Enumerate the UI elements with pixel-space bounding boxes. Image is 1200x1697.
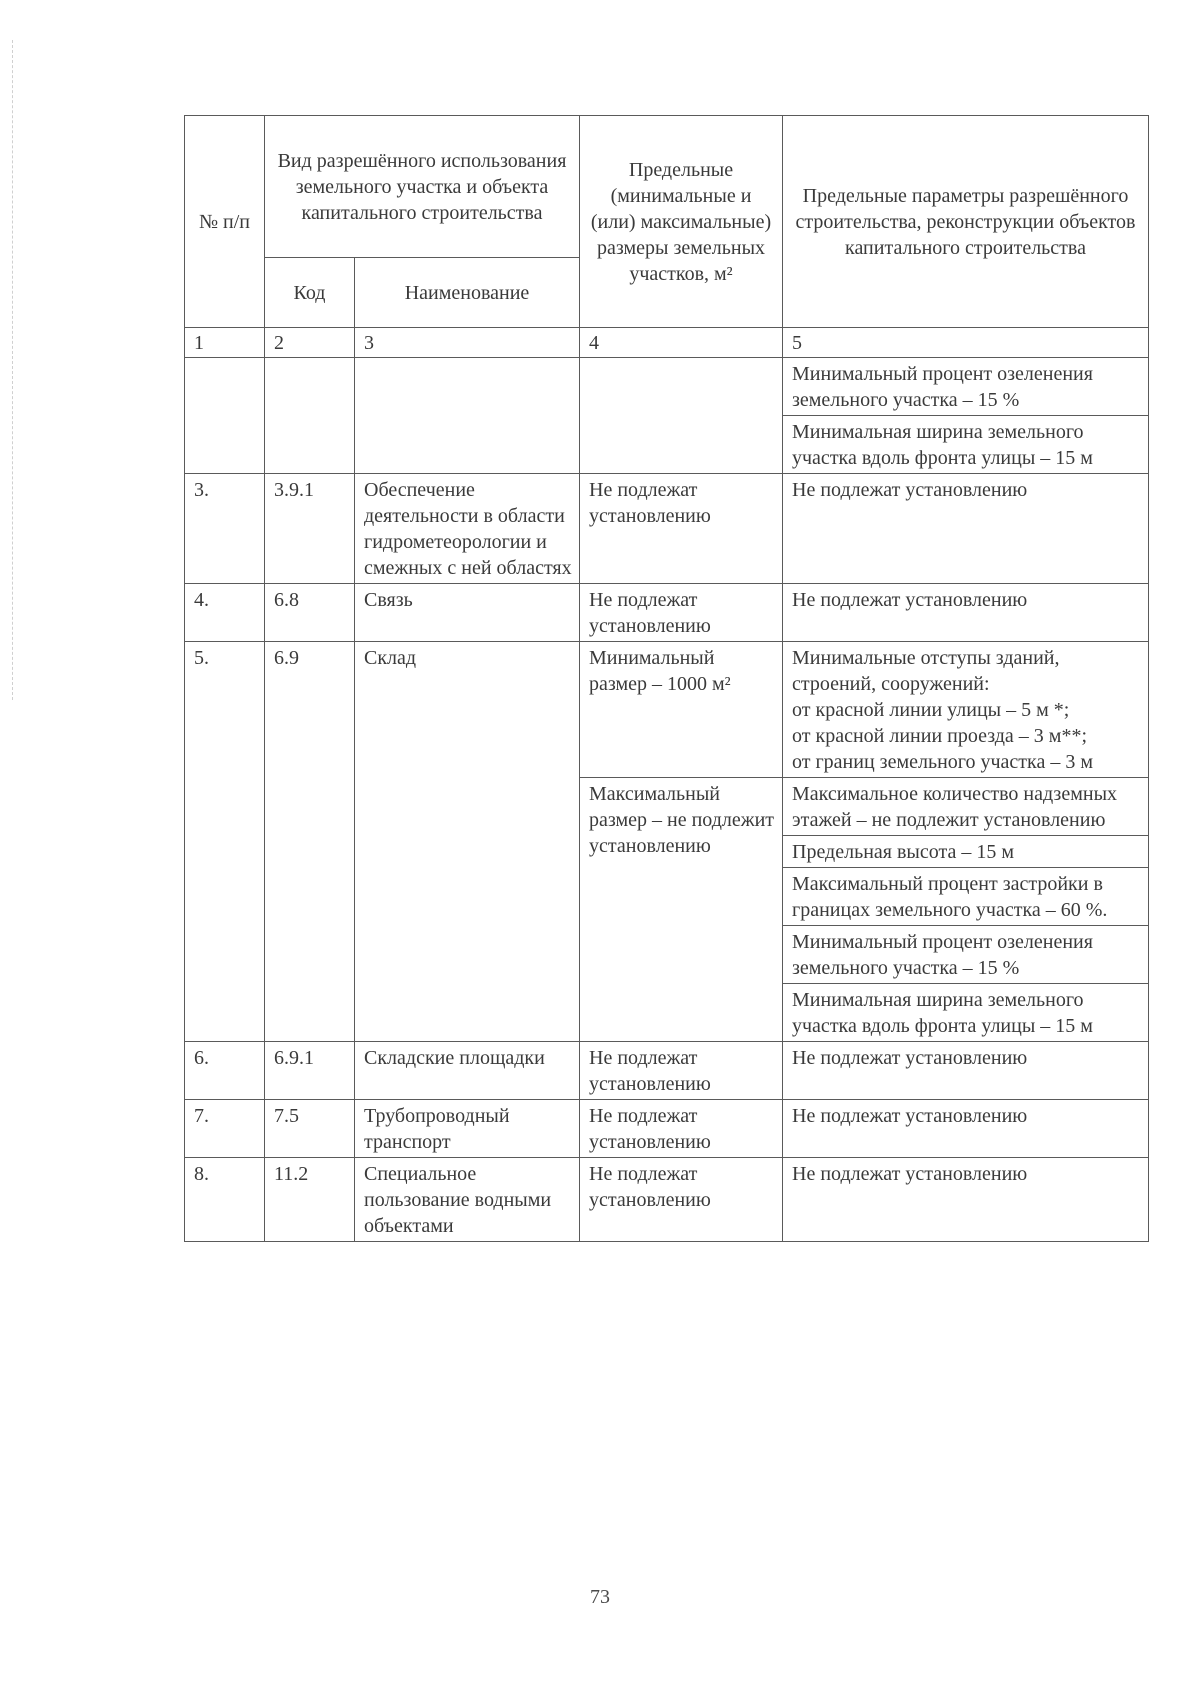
cell-parameter: Минимальная ширина земельного участка вдоль фронта улицы – 15 м (783, 984, 1149, 1042)
column-number: 1 (185, 328, 265, 358)
column-numbers-row (185, 328, 1149, 358)
header-parameters: Предельные параметры разрешённого строительства, реконструкции объектов капитального строительства (783, 116, 1149, 328)
cell-size-min: Минимальный размер – 1000 м² (580, 642, 783, 778)
cell-size-max: Максимальный размер – не подлежит установлению (580, 778, 783, 1042)
cell-parameter: Не подлежат установлению (783, 1100, 1149, 1158)
table-row (185, 474, 1149, 584)
table-row (185, 642, 1149, 778)
setback-street: от красной линии улицы – 5 м *; (792, 699, 1070, 721)
header-code: Код (265, 258, 355, 328)
setback-passage: от красной линии проезда – 3 м**; (792, 725, 1088, 747)
cell-number: 3. (185, 474, 265, 584)
cell-code: 6.9.1 (265, 1042, 355, 1100)
cell-code: 7.5 (265, 1100, 355, 1158)
column-number: 3 (355, 328, 580, 358)
scan-edge-mark (12, 40, 13, 700)
cell-number: 6. (185, 1042, 265, 1100)
table-header-row (185, 116, 1149, 258)
cell-number: 5. (185, 642, 265, 1042)
page-number: 73 (590, 1586, 610, 1608)
cell-parameter: Не подлежат установлению (783, 1042, 1149, 1100)
table-row (185, 1100, 1149, 1158)
cell-size: Не подлежат установлению (580, 1158, 783, 1242)
regulations-table (184, 115, 1149, 1242)
cell-size: Не подлежат установлению (580, 1100, 783, 1158)
cell-number: 7. (185, 1100, 265, 1158)
header-use-type: Вид разрешённого использования земельного участка и объекта капитального строительства (265, 116, 580, 258)
cell-parameter: Максимальное количество надземных этажей – не подлежит установлению (783, 778, 1149, 836)
cell-size: Не подлежат установлению (580, 584, 783, 642)
cell-number: 8. (185, 1158, 265, 1242)
cell-name: Трубопроводный транспорт (355, 1100, 580, 1158)
header-number: № п/п (185, 116, 265, 328)
cell-size (580, 358, 783, 474)
table-row (185, 1042, 1149, 1100)
cell-code: 6.8 (265, 584, 355, 642)
cell-size: Не подлежат установлению (580, 474, 783, 584)
cell-name: Складские площадки (355, 1042, 580, 1100)
cell-parameter-setbacks (783, 642, 1149, 778)
table-row (185, 1158, 1149, 1242)
cell-number: 4. (185, 584, 265, 642)
cell-parameter: Максимальный процент застройки в границах земельного участка – 60 %. (783, 868, 1149, 926)
header-name: Наименование (355, 258, 580, 328)
table-row (185, 584, 1149, 642)
cell-number (185, 358, 265, 474)
cell-parameter: Минимальная ширина земельного участка вдоль фронта улицы – 15 м (783, 416, 1149, 474)
cell-name: Связь (355, 584, 580, 642)
cell-name: Специальное пользование водными объектами (355, 1158, 580, 1242)
cell-parameter: Не подлежат установлению (783, 584, 1149, 642)
cell-code: 11.2 (265, 1158, 355, 1242)
setback-boundary: от границ земельного участка – 3 м (792, 751, 1093, 773)
table-row (185, 358, 1149, 416)
setbacks-title: Минимальные отступы зданий, строений, сооружений: (792, 647, 1060, 695)
cell-parameter: Не подлежат установлению (783, 1158, 1149, 1242)
cell-parameter: Минимальный процент озеленения земельного участка – 15 % (783, 358, 1149, 416)
cell-code: 6.9 (265, 642, 355, 1042)
column-number: 2 (265, 328, 355, 358)
cell-parameter: Не подлежат установлению (783, 474, 1149, 584)
column-number: 4 (580, 328, 783, 358)
cell-code: 3.9.1 (265, 474, 355, 584)
cell-name: Обеспечение деятельности в области гидрометеорологии и смежных с ней областях (355, 474, 580, 584)
column-number: 5 (783, 328, 1149, 358)
cell-name: Склад (355, 642, 580, 1042)
cell-name (355, 358, 580, 474)
cell-parameter: Минимальный процент озеленения земельного участка – 15 % (783, 926, 1149, 984)
cell-parameter: Предельная высота – 15 м (783, 836, 1149, 868)
cell-size: Не подлежат установлению (580, 1042, 783, 1100)
cell-code (265, 358, 355, 474)
header-plot-size: Предельные (минимальные и (или) максимальные) размеры земельных участков, м² (580, 116, 783, 328)
